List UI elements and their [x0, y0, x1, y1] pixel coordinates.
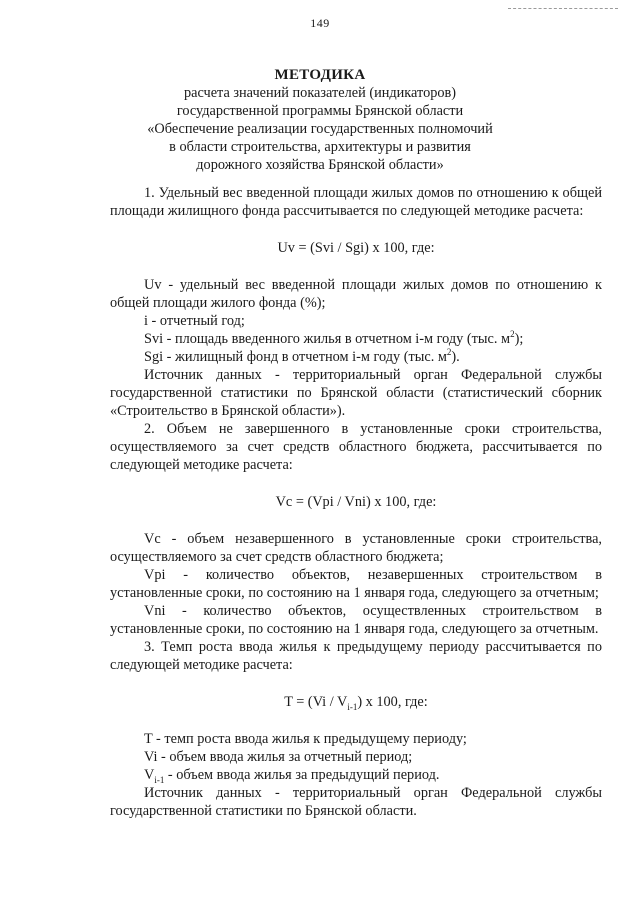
formula-vc: Vc = (Vpi / Vni) x 100, где:: [275, 494, 437, 510]
formula-t: $T = (Vi / V_{i-1})$ x 100, где:: [284, 694, 428, 712]
definition-uv: Uv - удельный вес введенной площади жилых домов по отношению к общей площади жилого фонда (%);: [110, 277, 602, 311]
page-number: 149: [310, 16, 330, 30]
definition-vc: Vc - объем незавершенного в установленные сроки строительства, осуществляемого за счет средств областного бюджета;: [110, 531, 602, 565]
definition-i: i - отчетный год;: [144, 313, 245, 329]
section1-intro: 1. Удельный вес введенной площади жилых домов по отношению к общей площади жилищного фонда рассчитывается по следующей методике расчета:: [110, 185, 602, 219]
document-body: [110, 184, 602, 820]
data-source-1: Источник данных - территориальный орган Федеральной службы государственной статистики по Брянской области (статистический сборник «Строительство в Брянской области»).: [110, 367, 602, 419]
scan-artifact: [508, 8, 618, 11]
title-block: [0, 66, 640, 174]
definition-svi: Svi - площадь введенного жилья в отчетном i-м году (тыс. $м^2$);: [144, 329, 524, 347]
formula-uv: Uv = (Svi / Sgi) x 100, где:: [277, 240, 435, 256]
section3-intro: 3. Темп роста ввода жилья к предыдущему периоду рассчитывается по следующей методике расчета:: [110, 639, 602, 673]
definition-vi-1: $V_{i-1}$ - объем ввода жилья за предыдущий период.: [144, 767, 440, 785]
document-title: МЕТОДИКА: [274, 67, 366, 83]
definition-t: T - темп роста ввода жилья к предыдущему периоду;: [144, 731, 467, 747]
definition-sgi: Sgi - жилищный фонд в отчетном i-м году (тыс. $м^2$).: [144, 347, 460, 365]
definition-vpi: Vpi - количество объектов, незавершенных строительством в установленные сроки, по состоянию на 1 января года, следующего за отчетным;: [110, 567, 602, 601]
subtitle-line: государственной программы Брянской области: [176, 103, 464, 119]
section2-intro: 2. Объем не завершенного в установленные сроки строительства, осуществляемого за счет средств областного бюджета, рассчитывается по следующей методике расчета:: [110, 421, 602, 473]
definition-vi: Vi - объем ввода жилья за отчетный период;: [144, 749, 413, 765]
definition-vni: Vni - количество объектов, осуществленных строительством в установленные сроки, по состоянию на 1 января года, следующего за отчетным.: [110, 603, 602, 637]
subtitle-line: в области строительства, архитектуры и развития: [169, 139, 471, 155]
data-source-3: Источник данных - территориальный орган Федеральной службы государственной статистики по Брянской области.: [110, 785, 602, 819]
subtitle-line: «Обеспечение реализации государственных полномочий: [147, 121, 493, 137]
subtitle-line: расчета значений показателей (индикаторов): [183, 85, 457, 101]
subtitle-line: дорожного хозяйства Брянской области»: [196, 157, 444, 173]
